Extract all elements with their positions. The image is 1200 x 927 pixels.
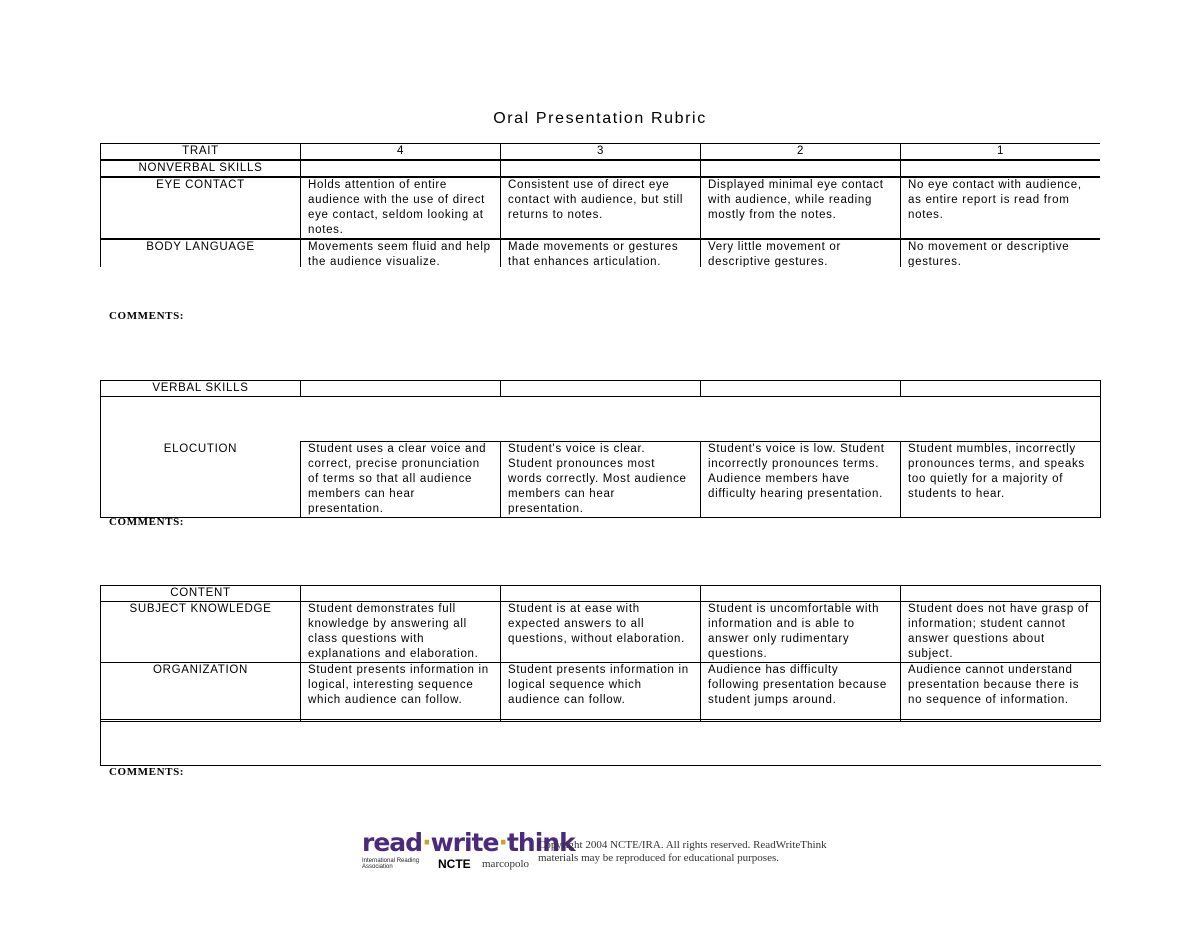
rubric-cell: Student is at ease with expected answers to all questions, without elaboration. [501,602,701,663]
section-row [101,586,1101,602]
comments-label: COMMENTS: [109,516,185,528]
nonverbal-table [100,143,1100,267]
header-score-3: 3 [501,144,701,161]
empty-cell [301,160,501,177]
section-nonverbal-skills: NONVERBAL SKILLS [101,160,301,177]
rubric-cell: Student is uncomfortable with information and is able to answer only rudimentary questions. [701,602,901,663]
comments-box [100,719,1101,766]
copyright-text: Copyright 2004 NCTE/IRA. All rights reserved. ReadWriteThink materials may be reproduced for educational purposes. [538,839,827,864]
empty-cell [701,586,901,602]
rubric-cell: Audience has difficulty following presentation because student jumps around. [701,663,901,722]
section-content: CONTENT [101,586,301,602]
marcopolo-logo: marcopolo [482,858,530,870]
empty-cell [501,586,701,602]
rubric-cell: Very little movement or descriptive gestures. [701,239,901,267]
table-row [101,239,1101,267]
table-row [101,442,1101,518]
content-table [100,585,1101,722]
rubric-cell: Consistent use of direct eye contact with audience, but still returns to notes. [501,177,701,239]
rubric-cell: Student presents information in logical, interesting sequence which audience can follow. [301,663,501,722]
empty-cell [901,160,1101,177]
section-row [101,160,1101,177]
ncte-logo: NCTE [438,857,471,871]
empty-cell [301,586,501,602]
rubric-cell: Audience cannot understand presentation because there is no sequence of information. [901,663,1101,722]
empty-cell [501,160,701,177]
logo-read: read [362,828,423,857]
header-score-1: 1 [901,144,1101,161]
rubric-cell: Made movements or gestures that enhances articulation. [501,239,701,267]
rubric-cell: Student presents information in logical sequence which audience can follow. [501,663,701,722]
rubric-cell: Student's voice is clear. Student pronounces most words correctly. Most audience members can hear presentation. [501,442,701,518]
empty-cell [701,160,901,177]
trait-elocution: ELOCUTION [101,442,301,518]
logo-think: think [506,828,575,857]
empty-cell [301,381,501,397]
logo-write: write [430,828,499,857]
footer [362,828,842,873]
empty-cell [501,381,701,397]
ira-logo: International Reading Association [362,858,420,870]
empty-cell [901,381,1101,397]
section-row [101,381,1101,397]
verbal-table [100,380,1101,518]
spacer-row [101,397,1101,442]
table-row [101,663,1101,722]
comments-label: COMMENTS: [109,310,185,319]
rubric-cell: Movements seem fluid and help the audience visualize. [301,239,501,267]
spacer-cell [101,397,1101,442]
rubric-cell: Student mumbles, incorrectly pronounces terms, and speaks too quietly for a majority of students to hear. [901,442,1101,518]
header-trait: TRAIT [101,144,301,161]
rubric-cell: Student does not have grasp of information; student cannot answer questions about subject. [901,602,1101,663]
table-row [101,602,1101,663]
rubric-cell: Student demonstrates full knowledge by answering all class questions with explanations and elaboration. [301,602,501,663]
section-verbal-skills: VERBAL SKILLS [101,381,301,397]
logo-dot: · [498,828,507,857]
header-score-2: 2 [701,144,901,161]
header-score-4: 4 [301,144,501,161]
rubric-cell: Student's voice is low. Student incorrectly pronounces terms. Audience members have difficulty hearing presentation. [701,442,901,518]
trait-body-language: BODY LANGUAGE [101,239,301,267]
rubric-cell: No movement or descriptive gestures. [901,239,1101,267]
empty-cell [701,381,901,397]
empty-cell [901,586,1101,602]
logo-dot: · [422,828,431,857]
comments-label: COMMENTS: [109,766,185,778]
trait-eye-contact: EYE CONTACT [101,177,301,239]
rubric-cell: Student uses a clear voice and correct, precise pronunciation of terms so that all audience members can hear presentation. [301,442,501,518]
page-title: Oral Presentation Rubric [493,110,707,127]
header-row [101,144,1101,161]
trait-organization: ORGANIZATION [101,663,301,722]
nonverbal-table-clip [100,143,1100,267]
trait-subject-knowledge: SUBJECT KNOWLEDGE [101,602,301,663]
rubric-cell: No eye contact with audience, as entire report is read from notes. [901,177,1101,239]
rubric-cell: Holds attention of entire audience with the use of direct eye contact, seldom looking at notes. [301,177,501,239]
rubric-cell: Displayed minimal eye contact with audience, while reading mostly from the notes. [701,177,901,239]
table-row [101,177,1101,239]
